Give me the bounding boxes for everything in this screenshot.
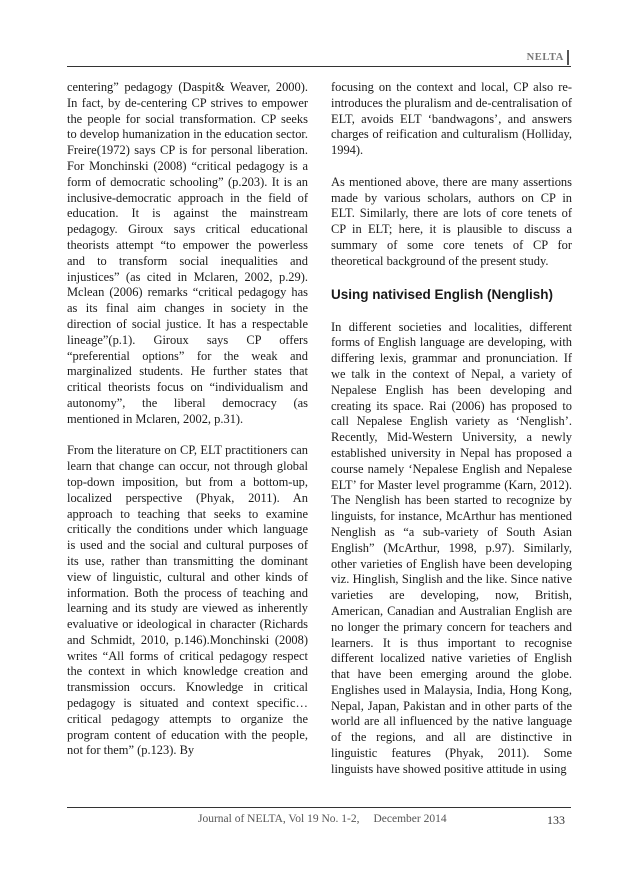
body-paragraph: In different societies and localities, different forms of English language are developing, with differing lexis, grammar and pronunciation. If we talk in the context of Nepal, a variety of Nepalese English has been developing and creating its space. Rai (2006) has proposed to call Nepalese English variety as ‘Nenglish’. Recently, Mid-Western University, a newly established university in Nepal has proposed a course namely ‘Nepalese English and Nepalese ELT’ for Master level programme (Karn, 2012). The Nenglish has been started to recognize by linguists, for instance, McArthur has mentioned Nenglish as “a sub-variety of South Asian English” (McArthur, 1998, p.97). Similarly, other varieties of English have been developing viz. Hinglish, Singlish and the like. Since native varieties are developing, now, British, American, Canadian and Australian English are no longer the primary concern for teachers and learners. It is thus important to recognise different localized native varieties of English that have been emerging around the globe. Englishes used in Malaysia, India, Hong Kong, Nepal, Japan, Pakistan and in other parts of the world are all influenced by the native language of the regions, and all are distinctive in linguistic features (Phyak, 2011). Some linguists have showed positive attitude in using xyxy=(331,319,572,776)
journal-name: Journal of NELTA, Vol 19 No. 1-2, xyxy=(198,813,360,825)
body-paragraph: From the literature on CP, ELT practitioners can learn that change can occur, not through global top-down imposition, but from a bottom-up, localized perspective (Phyak, 2011). An approach to teaching that seeks to examine critically the conditions under which language is used and the social and cultural purposes of its use, rather than transmitting the dominant view of linguistic, cultural and other kinds of information. Both the process of teaching and learning and its study are viewed as inherently evaluative or ideological in character (Richards and Schmidt, 2010, p.146).Monchinski (2008) writes “All forms of critical pedagogy respect the context in which knowledge creation and transmission occurs. Knowledge in critical pedagogy is situated and context specific…critical pedagogy attempts to organize the program content of education with the people, not for them” (p.123). By xyxy=(67,443,308,758)
footer-rule xyxy=(67,807,571,808)
header-rule xyxy=(67,66,571,67)
body-paragraph: As mentioned above, there are many assertions made by various scholars, authors on CP in ELT. Similarly, there are lots of core tenets of CP in ELT; here, it is plausible to discuss a summary of some core tenets of CP for theoretical background of the present study. xyxy=(331,174,572,268)
body-paragraph: focusing on the context and local, CP also re-introduces the pluralism and de-centralisation of ELT, avoids ELT ‘bandwagons’, and answers charges of reification and culturalism (Holliday, 1994). xyxy=(331,80,572,158)
page-number: 133 xyxy=(547,813,565,827)
brand-label: NELTA xyxy=(526,52,564,63)
brand-divider xyxy=(567,50,569,65)
issue-date: December 2014 xyxy=(373,813,447,825)
left-column xyxy=(67,80,308,759)
journal-citation xyxy=(198,813,447,825)
right-column xyxy=(331,80,572,778)
body-paragraph: centering” pedagogy (Daspit& Weaver, 2000). In fact, by de-centering CP strives to empower the people for social transformation. CP seeks to develop humanization in the education sector. Freire(1972) says CP is for personal liberation. For Monchinski (2008) “critical pedagogy is a form of democratic schooling” (p.203). It is an inclusive-democratic approach in the field of education. It is against the mainstream pedagogy. Giroux says critical educational theorists attempt “to empower the powerless and to transform social inequalities and injustices” (as cited in Mclaren, 2002, p.29). Mclean (2006) remarks “critical pedagogy has as its final aim changes in society in the direction of social justice. It has a respectable lineage”(p.1). Giroux says CP offers “preferential options” for the weak and marginalized students. He further states that critical theorists focus on “individualism and autonomy”, the liberal democracy (as mentioned in Mclaren, 2002, p.31). xyxy=(67,80,308,426)
section-heading: Using nativised English (Nenglish) xyxy=(331,286,554,302)
journal-brand xyxy=(527,50,569,65)
